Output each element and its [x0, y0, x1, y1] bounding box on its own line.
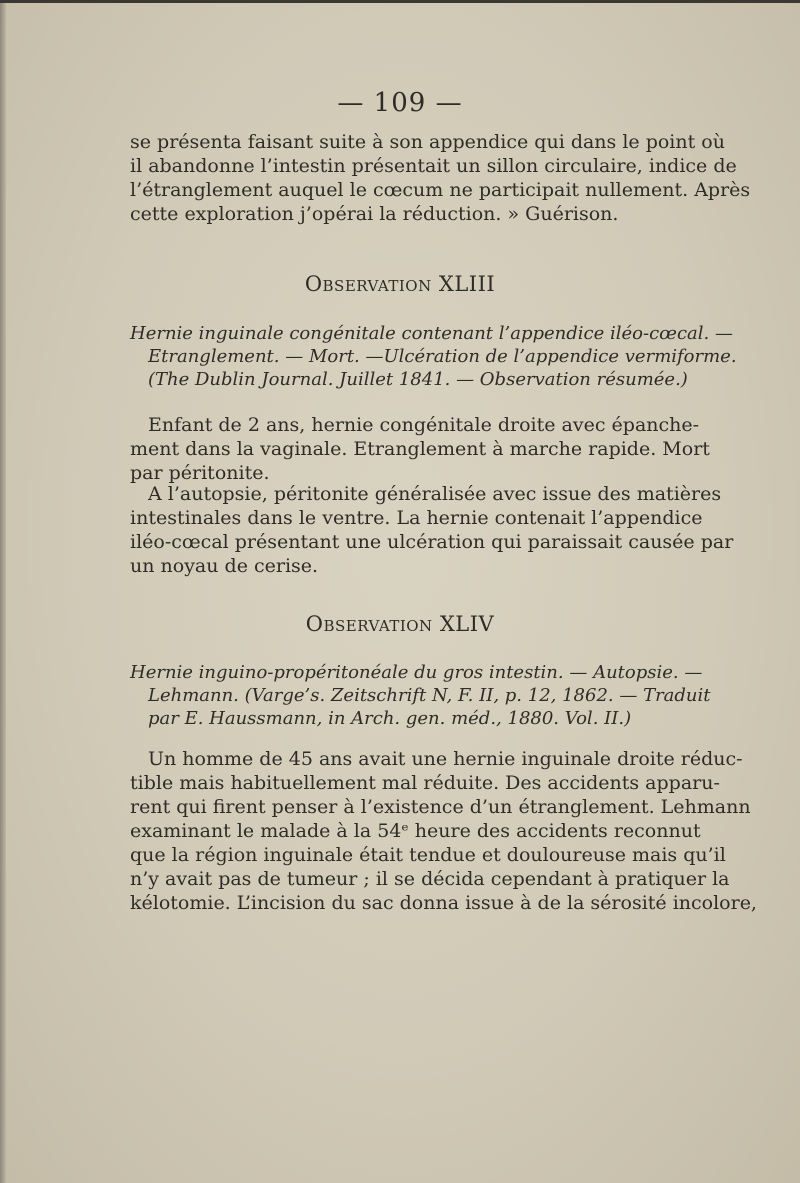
observation-43-summary — [130, 322, 737, 391]
text-line: se présenta faisant suite à son appendice qui dans le point où — [130, 131, 725, 153]
summary-line: par E. Haussmann, in Arch. gen. méd., 1880. Vol. II.) — [148, 708, 632, 729]
text-line: A l’autopsie, péritonite généralisée avec issue des matières — [148, 483, 722, 505]
text-line: intestinales dans le ventre. La hernie contenait l’appendice — [130, 507, 703, 529]
summary-line: Lehmann. (Varge’s. Zeitschrift N, F. II, p. 12, 1862. — Traduit — [148, 685, 711, 706]
text-line: il abandonne l’intestin présentait un sillon circulaire, indice de — [130, 155, 737, 177]
observation-44-paragraph — [130, 747, 757, 915]
text-line: tible mais habituellement mal réduite. Des accidents apparu- — [130, 772, 720, 794]
text-line: que la région inguinale était tendue et douloureuse mais qu’il — [130, 844, 726, 866]
text-line: ment dans la vaginale. Etranglement à marche rapide. Mort — [130, 438, 710, 460]
summary-line: Etranglement. — Mort. —Ulcération de l’appendice vermiforme. — [148, 346, 737, 367]
text-line: un noyau de cerise. — [130, 555, 319, 577]
observation-43-paragraph-1 — [130, 413, 710, 485]
observation-44-summary — [130, 661, 711, 730]
page-top-edge — [0, 0, 800, 3]
text-line: Un homme de 45 ans avait une hernie inguinale droite réduc- — [148, 748, 743, 770]
text-line: n’y avait pas de tumeur ; il se décida cependant à pratiquer la — [130, 868, 730, 890]
text-line: Enfant de 2 ans, hernie congénitale droite avec épanche- — [148, 414, 700, 436]
observation-43-paragraph-2 — [130, 482, 734, 578]
observation-43-heading: Observation XLIII — [304, 272, 496, 296]
text-line: cette exploration j’opérai la réduction. » Guérison. — [130, 203, 619, 225]
page-left-edge — [0, 0, 6, 1183]
summary-line: (The Dublin Journal. Juillet 1841. — Observation résumée.) — [148, 369, 688, 390]
observation-44-heading: Observation XLIV — [305, 612, 495, 636]
text-line: l’étranglement auquel le cœcum ne participait nullement. Après — [130, 179, 751, 201]
text-line: iléo-cœcal présentant une ulcération qui paraissait causée par — [130, 531, 734, 553]
text-line: kélotomie. L’incision du sac donna issue à de la sérosité incolore, — [130, 892, 757, 914]
text-line: rent qui firent penser à l’existence d’un étranglement. Lehmann — [130, 796, 751, 818]
page-number: — 109 — — [337, 88, 463, 118]
text-line: par péritonite. — [130, 462, 270, 484]
text-line: examinant le malade à la 54ᵉ heure des accidents reconnut — [130, 820, 701, 842]
continued-paragraph — [130, 130, 751, 226]
summary-line: Hernie inguino-propéritonéale du gros intestin. — Autopsie. — — [130, 662, 703, 683]
summary-line: Hernie inguinale congénitale contenant l’appendice iléo-cœcal. — — [130, 323, 733, 344]
